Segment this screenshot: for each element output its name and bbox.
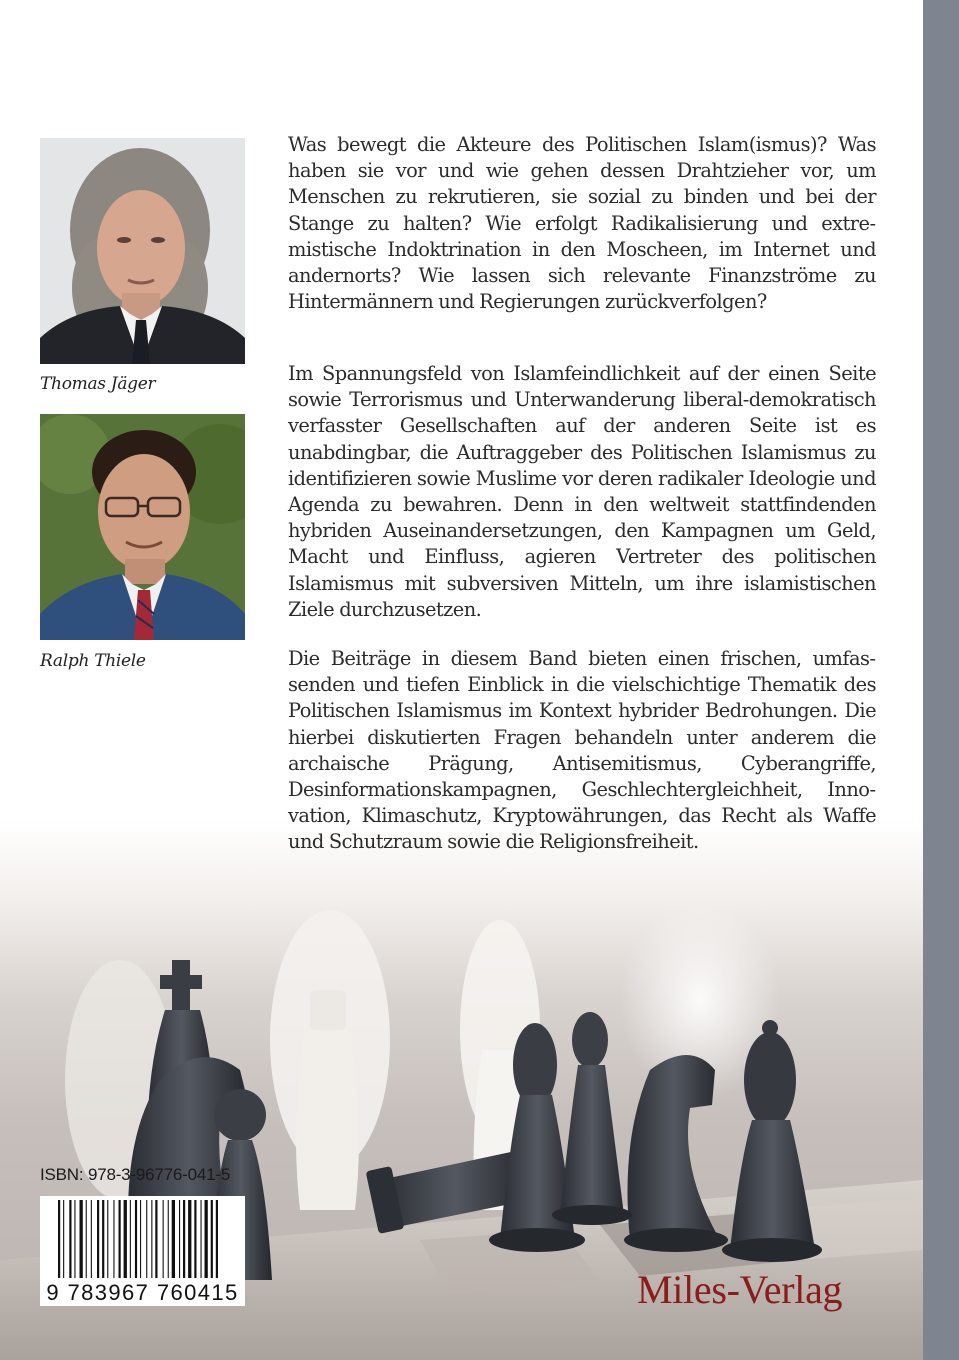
barcode-bar [124,1200,127,1278]
barcode-bar [119,1200,121,1278]
author-photo-thomas-jaeger [40,138,245,364]
barcode-bar [188,1200,191,1278]
barcode-bar [63,1200,64,1278]
barcode-bar [135,1200,137,1278]
barcode-bar [130,1200,131,1278]
barcode-bar [146,1200,147,1278]
barcode-bar [74,1200,75,1278]
publisher-logo: Miles-Verlag [637,1267,843,1312]
barcode-bars [40,1196,245,1280]
barcode-bar [102,1200,104,1278]
barcode-digits: 9 783967 760415 [40,1280,245,1306]
blurb-text-1: Was bewegt die Akteure des Politischen Islam(ismus)? Was haben sie vor und wie gehen dessen Drahtzieher vor, um Menschen zu rekrutieren, sie sozial zu binden und bei der Stange zu halten? Wie erfolgt Radikalisierung und extremistische Indoktrination in den Moscheen, im Internet und andernorts? Wie lassen sich relevante Finanzströme zu Hintermännern und Regierungen zurückverfolgen? [288,133,876,314]
barcode-bar [151,1200,152,1278]
barcode-bar [97,1200,99,1278]
barcode-bar [58,1200,60,1278]
barcode-bar [140,1200,141,1278]
barcode-bar [107,1200,108,1278]
barcode-bar [163,1200,164,1278]
barcode-bar [155,1200,157,1278]
blurb-text-3: Die Beiträge in diesem Band bieten einen frischen, umfassenden und tiefen Einblick in die vielschichtige Thematik des Politischen Islamismus im Kontext hybrider Bedrohungen. Die hierbei diskutierten Fragen behandeln unter anderem die archaische Prägung, Antisemitismus, Cyberangriffe, Desinformationskampagnen, Geschlechtergleichheit, Innovation, Klimaschutz, Kryptowährungen, das Recht als Waffe und Schutzraum sowie die Religionsfreiheit. [288,647,876,854]
isbn-value: 978-3-96776-041-5 [87,1165,231,1184]
barcode-bar [172,1200,175,1278]
barcode-bar [86,1200,87,1278]
blurb-paragraph-3 [288,646,876,856]
isbn-label: ISBN: [40,1165,84,1184]
barcode-bar [168,1200,169,1278]
author-photo-ralph-thiele [40,414,245,640]
spine-edge [923,0,959,1360]
blurb-text-2: Im Spannungsfeld von Islamfeindlichkeit auf der einen Seite sowie Terrorismus und Unterwanderung liberal-demokratisch verfasster Gesellschaften auf der anderen Seite ist es unabdingbar, die Auftraggeber des Politischen Islamismus zu identifizieren sowie Muslime vor deren radikaler Ideologie und Agenda zu bewahren. Denn in den weltweit stattfindenden hybriden Auseinandersetzungen, den Kampagnen um Geld, Macht und Einfluss, agieren Vertreter des politischen Islamismus mit subversiven Mitteln, um ihre islamistischen Ziele durchzusetzen. [288,362,876,621]
barcode-bar [194,1200,196,1278]
blurb-paragraph-1 [288,132,876,315]
barcode-bar [80,1200,83,1278]
author-name-1: Thomas Jäger [40,374,156,394]
barcode-bar [211,1200,213,1278]
barcode-bar [216,1200,218,1278]
barcode-bar [205,1200,208,1278]
isbn-line [40,1165,230,1185]
barcode-bar [183,1200,185,1278]
barcode-bar [201,1200,202,1278]
barcode-bar [113,1200,114,1278]
author-name-2: Ralph Thiele [40,651,146,671]
barcode-bar [179,1200,180,1278]
barcode-bar [69,1200,71,1278]
blurb-paragraph-2 [288,361,876,623]
barcode-bar [91,1200,92,1278]
